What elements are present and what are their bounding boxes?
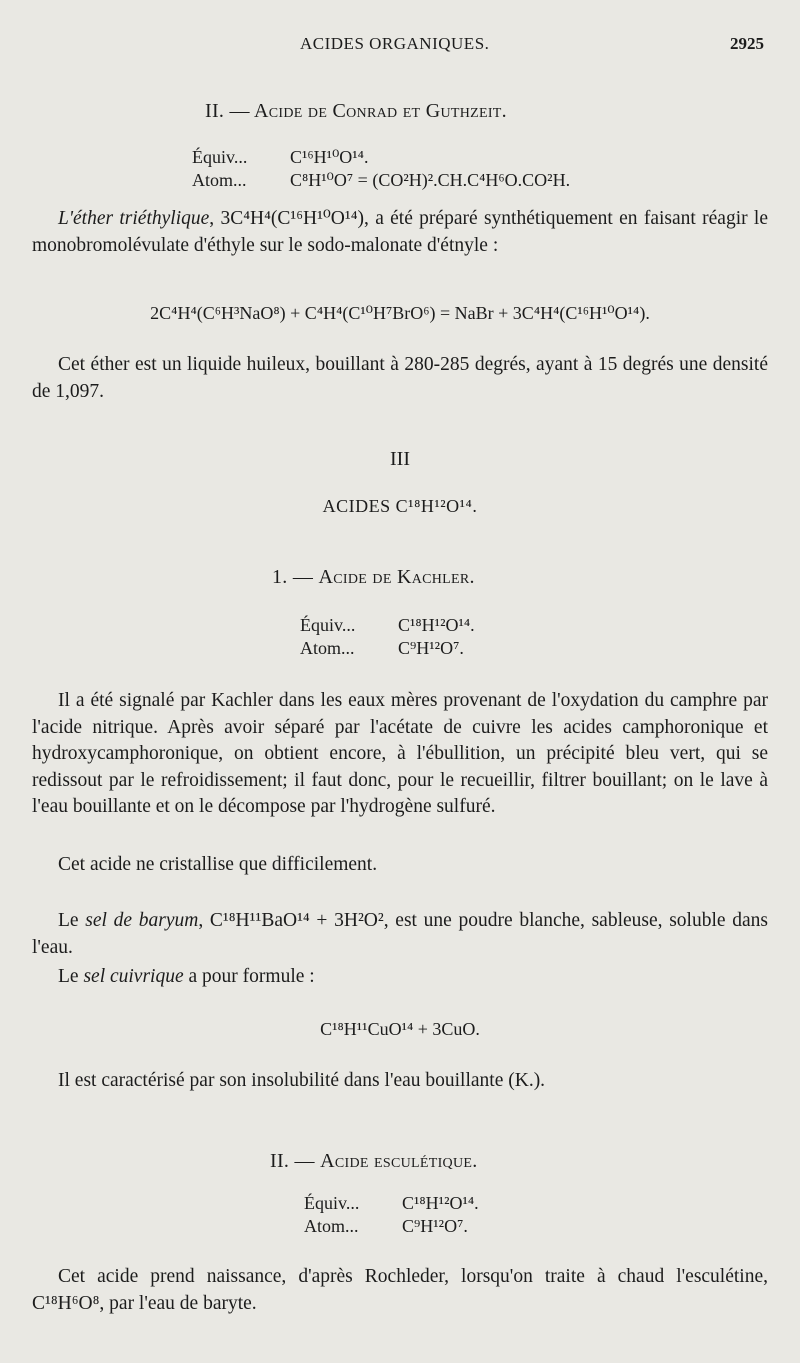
section-title-acides: ACIDES C¹⁸H¹²O¹⁴. — [322, 496, 478, 516]
equiv-formula: C¹⁶H¹⁰O¹⁴. — [290, 147, 369, 167]
paragraph-ether-synthesis — [32, 206, 768, 259]
term-cuivre: sel cuivrique — [83, 966, 184, 987]
equation-synthesis: 2C⁴H⁴(C⁶H³NaO⁸) + C⁴H⁴(C¹⁰H⁷BrO⁶) = NaBr + 3C⁴H⁴(C¹⁶H¹⁰O¹⁴). — [150, 303, 650, 323]
paragraph-baryum-salt — [32, 908, 768, 961]
section-heading-esculetique — [270, 1150, 478, 1173]
heading-number: 1. — — [272, 566, 314, 588]
atom-formula: C⁹H¹²O⁷. — [402, 1216, 468, 1236]
equiv-label: Équiv... — [300, 615, 356, 635]
heading-number: II. — — [270, 1150, 315, 1172]
paragraph-kachler-origin: Il a été signalé par Kachler dans les eaux mères provenant de l'oxydation du camphre par l'acide nitrique. Après avoir séparé par l'acétate de cuivre les acides camphoronique et hydroxycamphoronique, on obtient encore, à l'ébullition, un précipité bleu vert, qui se redissout par le refroidissement; il faut donc, pour le recueillir, filtrer bouillant; on le lave à l'eau bouillante et on le décompose par l'hydrogène sulfuré. — [32, 690, 768, 817]
cuivre-text: a pour formule : — [183, 966, 315, 987]
atom-label: Atom... — [192, 170, 247, 190]
paragraph-kachler-crystal: Cet acide ne cristallise que difficilement. — [58, 854, 378, 875]
heading-text: Acide de Kachler. — [318, 566, 475, 588]
paragraph-esculetique-origin: Cet acide prend naissance, d'après Rochleder, lorsqu'on traite à chaud l'esculétine, C¹⁸H⁶O⁸, par l'eau de baryte. — [32, 1266, 768, 1314]
baryum-text: , C¹⁸H¹¹BaO¹⁴ + 3H²O², est une poudre blanche, sableuse, soluble dans l'eau. — [32, 910, 768, 958]
heading-text: Acide esculétique. — [320, 1150, 478, 1172]
text-le: Le — [58, 966, 84, 987]
text-le: Le — [58, 910, 86, 931]
equiv-formula: C¹⁸H¹²O¹⁴. — [402, 1193, 479, 1213]
equation-cuivre: C¹⁸H¹¹CuO¹⁴ + 3CuO. — [320, 1019, 480, 1039]
paragraph-ether-text: , 3C⁴H⁴(C¹⁶H¹⁰O¹⁴), a été préparé synthétiquement en faisant réagir le monobromolévulate d'éthyle sur le sodo-malonate d'étnyle : — [32, 208, 768, 256]
formula-block-kachler — [300, 614, 475, 660]
page-number: 2925 — [730, 34, 764, 53]
section-heading-kachler — [272, 566, 475, 589]
atom-formula: C⁸H¹⁰O⁷ = (CO²H)².CH.C⁴H⁶O.CO²H. — [290, 170, 571, 190]
paragraph-ether-properties: Cet éther est un liquide huileux, bouillant à 280-285 degrés, ayant à 15 degrés une densité de 1,097. — [32, 354, 768, 402]
running-header — [0, 30, 800, 60]
formula-block-conrad — [192, 146, 570, 192]
term-ether: L'éther triéthylique — [58, 208, 210, 229]
equiv-formula: C¹⁸H¹²O¹⁴. — [398, 615, 475, 635]
equiv-label: Équiv... — [304, 1193, 360, 1213]
paragraph-insolubility: Il est caractérisé par son insolubilité dans l'eau bouillante (K.). — [58, 1070, 546, 1091]
formula-block-esculetique — [304, 1192, 479, 1238]
paragraph-cuivre-salt — [32, 964, 768, 991]
atom-formula: C⁹H¹²O⁷. — [398, 638, 464, 658]
atom-label: Atom... — [300, 638, 355, 658]
running-title: ACIDES ORGANIQUES. — [300, 34, 490, 53]
equiv-label: Équiv... — [192, 147, 248, 167]
section-heading-conrad: II. — Acide de Conrad et Guthzeit. — [205, 100, 507, 122]
section-numeral-III: III — [390, 448, 410, 470]
term-baryum: sel de baryum — [85, 910, 199, 931]
atom-label: Atom... — [304, 1216, 359, 1236]
